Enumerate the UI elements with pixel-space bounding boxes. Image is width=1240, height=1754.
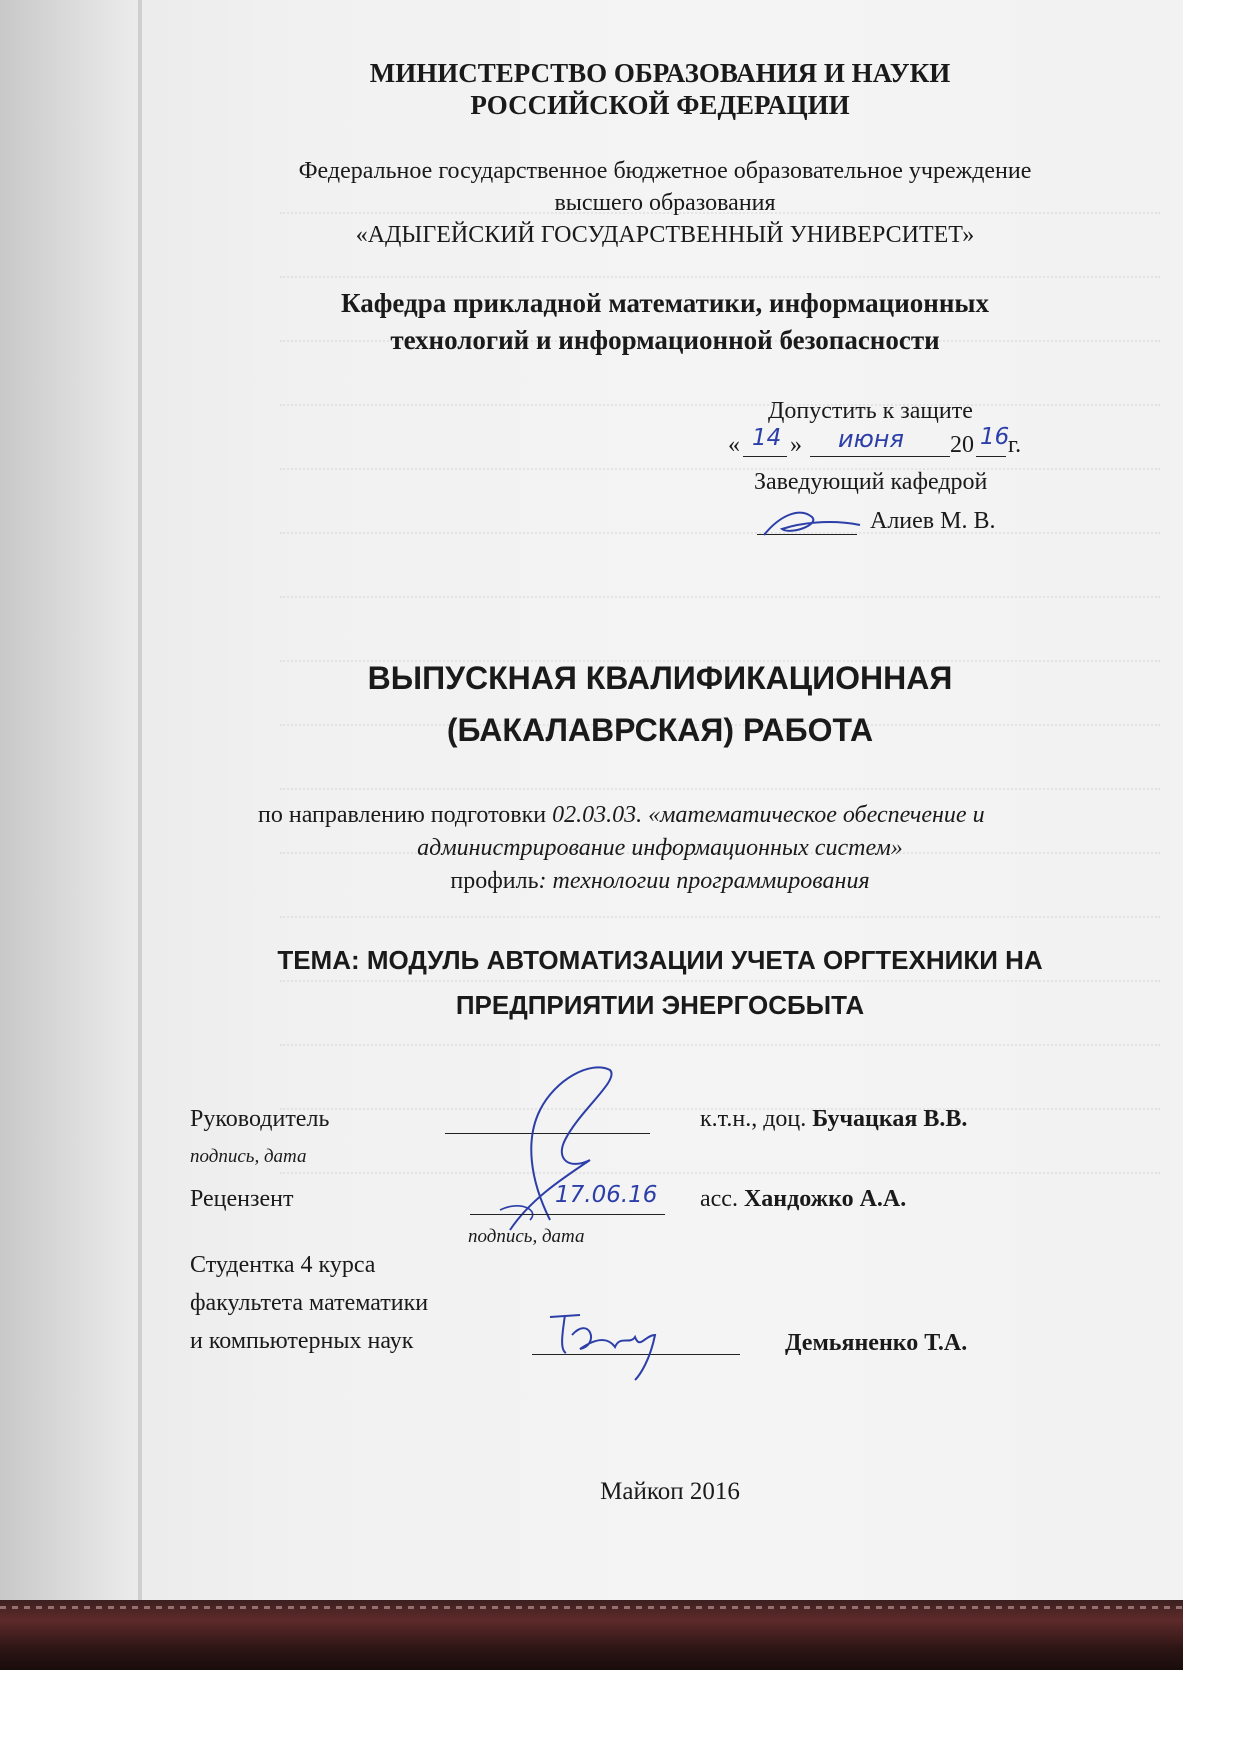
student-line-1: Студентка 4 курса: [190, 1252, 376, 1278]
reviewer-date-handwritten: 17.06.16: [555, 1182, 658, 1208]
student-signature: [540, 1305, 670, 1385]
theme-line-2: ПРЕДПРИЯТИИ ЭНЕРГОСБЫТА: [455, 990, 865, 1020]
ministry-line-1: МИНИСТЕРСТВО ОБРАЗОВАНИЯ И НАУКИ: [369, 58, 951, 88]
date-year-prefix: 20: [950, 432, 974, 458]
reviewer-name: Хандожко А.А.: [743, 1186, 907, 1212]
supervisor-credentials: [700, 1106, 967, 1133]
date-year-line: [976, 456, 1006, 457]
reviewer-role: Рецензент: [190, 1186, 294, 1212]
work-title-line-1: ВЫПУСКНАЯ КВАЛИФИКАЦИОННАЯ: [367, 660, 953, 696]
date-day-line: [743, 456, 787, 457]
supervisor-name: Бучацкая В.В.: [812, 1106, 968, 1132]
date-month-handwritten: июня: [838, 425, 904, 453]
head-signature: [760, 505, 870, 545]
city-year: Майкоп 2016: [600, 1478, 740, 1505]
supervisor-signature: [470, 1060, 620, 1240]
work-title-line-2: (БАКАЛАВРСКАЯ) РАБОТА: [446, 712, 874, 748]
student-line-3: и компьютерных наук: [190, 1328, 414, 1354]
supervisor-role: Руководитель: [190, 1106, 330, 1132]
theme-line-1: ТЕМА: МОДУЛЬ АВТОМАТИЗАЦИИ УЧЕТА ОРГТЕХНИКИ НА: [277, 945, 1043, 975]
date-month-line: [810, 456, 950, 457]
ministry-line-2: РОССИЙСКОЙ ФЕДЕРАЦИИ: [470, 90, 850, 120]
supervisor-caption: подпись, дата: [190, 1146, 307, 1167]
date-year-handwritten: 16: [980, 424, 1010, 450]
profile-value: : технологии программирования: [538, 868, 870, 894]
page-fold: [138, 0, 142, 1600]
student-line-2: факультета математики: [190, 1290, 429, 1316]
profile-label: профиль: [450, 868, 539, 894]
direction-code-name-1: 02.03.03. «математическое обеспечение и: [552, 802, 985, 828]
institution-line-2: высшего образования: [554, 190, 776, 216]
date-year-unit: г.: [1008, 432, 1022, 458]
approval-title: Допустить к защите: [768, 398, 973, 424]
date-open-quote: «: [728, 432, 740, 458]
direction-code-name-2: администрирование информационных систем»: [417, 835, 903, 861]
direction-prefix: по направлению подготовки: [258, 802, 553, 828]
supervisor-title: к.т.н., доц.: [700, 1106, 813, 1132]
institution-line-3: «АДЫГЕЙСКИЙ ГОСУДАРСТВЕННЫЙ УНИВЕРСИТЕТ»: [355, 222, 975, 248]
binding-cover-edge: [0, 1600, 1183, 1670]
student-name: Демьяненко Т.А.: [785, 1330, 968, 1356]
reviewer-title: асс.: [700, 1186, 744, 1212]
department-line-1: Кафедра прикладной математики, информационных: [341, 288, 989, 318]
profile-line: [220, 868, 1100, 895]
department-line-2: технологий и информационной безопасности: [390, 325, 940, 355]
direction-line-1: [258, 802, 985, 829]
reviewer-signature-line: [470, 1214, 665, 1215]
institution-line-1: Федеральное государственное бюджетное образовательное учреждение: [298, 158, 1032, 184]
book-spine: [0, 0, 140, 1600]
head-of-department-name: Алиев М. В.: [870, 508, 996, 534]
date-day-handwritten: 14: [752, 425, 782, 451]
date-close-quote: »: [790, 432, 802, 458]
reviewer-caption: подпись, дата: [468, 1226, 585, 1247]
reviewer-credentials: [700, 1186, 906, 1213]
head-of-department-title: Заведующий кафедрой: [754, 469, 988, 495]
